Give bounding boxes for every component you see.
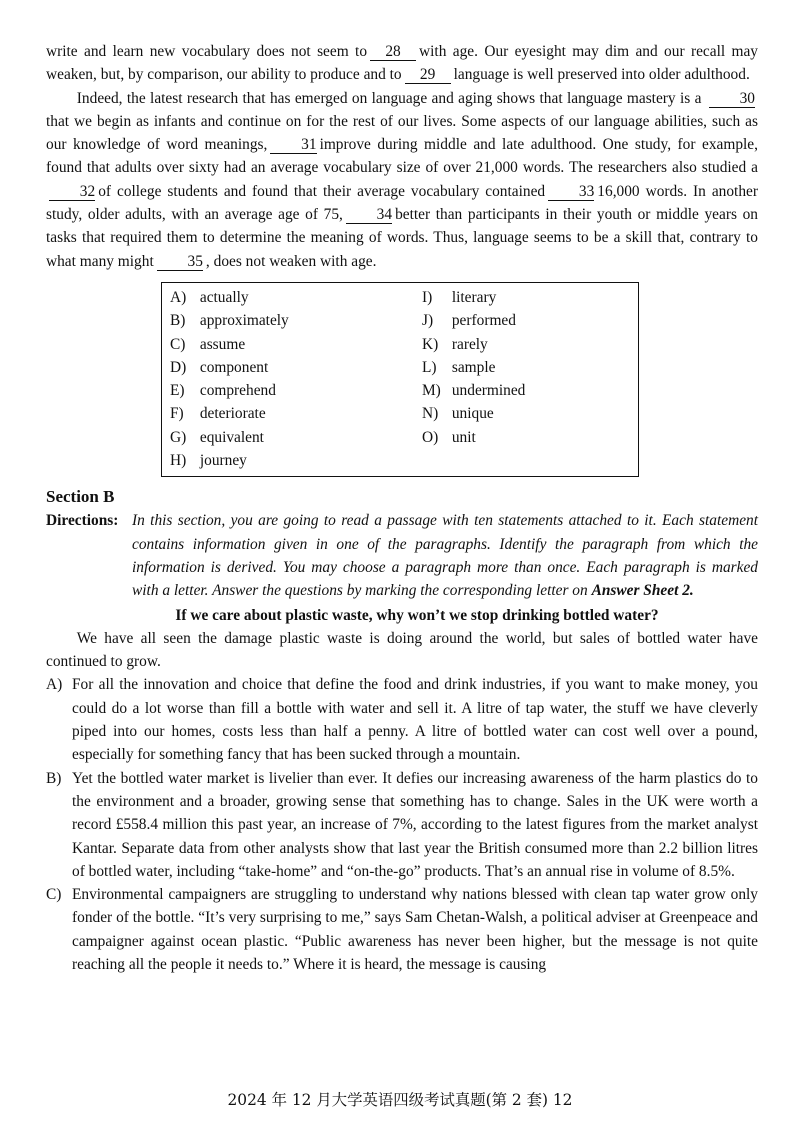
section-b-heading: Section B — [46, 487, 115, 507]
page-footer: 2024 年 12 月大学英语四级考试真题(第 2 套) 12 — [227, 1091, 573, 1109]
blank-29: 29 — [405, 67, 451, 84]
cloze-paragraph-1: write and learn new vocabulary does not seem to 28 with age. Our eyesight may dim and our recall may weaken, but, by comparison, our ability to produce and to 29 language is well preserved into older adulthood. — [46, 43, 758, 84]
word-bank-right-column — [400, 286, 638, 472]
passage-paragraph-a — [46, 673, 758, 766]
word-option: N) unique — [422, 405, 494, 423]
word-bank — [161, 282, 639, 477]
word-option: E) comprehend — [170, 382, 276, 400]
passage-intro: We have all seen the damage plastic waste is doing around the world, but sales of bottled water have continued to grow. — [46, 629, 758, 671]
blank-28: 28 — [370, 44, 416, 61]
word-option: H) journey — [170, 452, 247, 470]
word-option: D) component — [170, 358, 269, 376]
cloze-paragraph-2: Indeed, the latest research that has emerged on language and aging shows that language mastery is a 30that we begin as infants and continue on for the rest of our lives. Some aspects of our language abilities, such as our knowledge of word meanings, 31 improve during middle and late adulthood. One study, for example, found that adults over sixty had an average vocabulary size of over 21,000 words. The researchers also studied a32 of college students and found that their average vocabulary contained 33 16,000 words. In another study, older adults, with an average age of 75, 34 better than participants in their youth or middle years on tasks that required them to determine the meaning of words. Thus, language seems to be a skill that, contrary to what many might 35 , does not weaken with age. — [46, 89, 759, 270]
passage-title: If we care about plastic waste, why won’t we stop drinking bottled water? — [175, 606, 659, 624]
passage-paragraph-c — [46, 883, 758, 976]
passage-paragraph-b — [46, 767, 758, 883]
word-option: M) undermined — [422, 382, 526, 400]
word-option: K) rarely — [422, 335, 488, 353]
directions-label: Directions: — [46, 512, 119, 530]
blank-32: 32 — [49, 184, 95, 201]
paragraph-letter: A) — [46, 676, 63, 694]
page-body — [46, 40, 758, 976]
paragraph-letter: B) — [46, 769, 62, 787]
directions — [46, 509, 758, 602]
word-option: L) sample — [422, 358, 496, 376]
blank-33: 33 — [548, 184, 594, 201]
word-option: F) deteriorate — [170, 405, 266, 423]
word-option: B) approximately — [170, 312, 289, 330]
paragraph-text: Environmental campaigners are struggling to understand why nations blessed with clean tap water grow only fonder of the bottle. “It’s very surprising to me,” says Sam Chetan-Walsh, a political adviser at Greenpeace and campaigner against ocean plastic. “Public awareness has never been higher, but the message is not quite reaching all the people it needs to.” Where it is heard, the message is causing — [72, 886, 758, 973]
word-option: C) assume — [170, 335, 246, 353]
word-bank-left-column — [162, 286, 400, 472]
paragraph-text: For all the innovation and choice that define the food and drink industries, if you want to make money, you could do a lot worse than fill a bottle with water and sell it. A litre of tap water, the stuff we have cleverly piped into our homes, costs less than half a penny. A litre of bottled water can cost well over a pound, especially for something fancy that has been sucked through a mountain. — [72, 676, 758, 764]
word-option: J) performed — [422, 312, 516, 330]
directions-text: In this section, you are going to read a passage with ten statements attached to it. Each statement contains information given in one of the paragraphs. Identify the paragraph from which the information is derived. You may choose a paragraph more than once. Each paragraph is marked with a letter. Answer the questions by marking the corresponding letter on Answer Sheet 2. — [132, 512, 758, 600]
word-option: G) equivalent — [170, 428, 264, 446]
blank-35: 35 — [157, 254, 203, 271]
word-option: I) literary — [422, 288, 497, 306]
blank-30: 30 — [709, 91, 755, 108]
word-option: O) unit — [422, 428, 476, 446]
blank-34: 34 — [346, 207, 392, 224]
answer-sheet-ref: Answer Sheet 2. — [591, 582, 694, 600]
paragraph-letter: C) — [46, 886, 62, 904]
word-option: A) actually — [170, 288, 249, 306]
paragraph-text: Yet the bottled water market is livelier than ever. It defies our increasing awareness of the harm plastics do to the environment and a broader, growing sense that something has to change. Sales in the UK were worth a record £558.4 million this past year, an increase of 7%, according to the latest figures from the market analyst Kantar. Separate data from other analysts show that last year the British consumed more than 2.2 billion litres of bottled water, including “take-home” and “on-the-go” products. That’s an annual rise in volume of 8.5%. — [72, 769, 758, 880]
blank-31: 31 — [270, 137, 316, 154]
